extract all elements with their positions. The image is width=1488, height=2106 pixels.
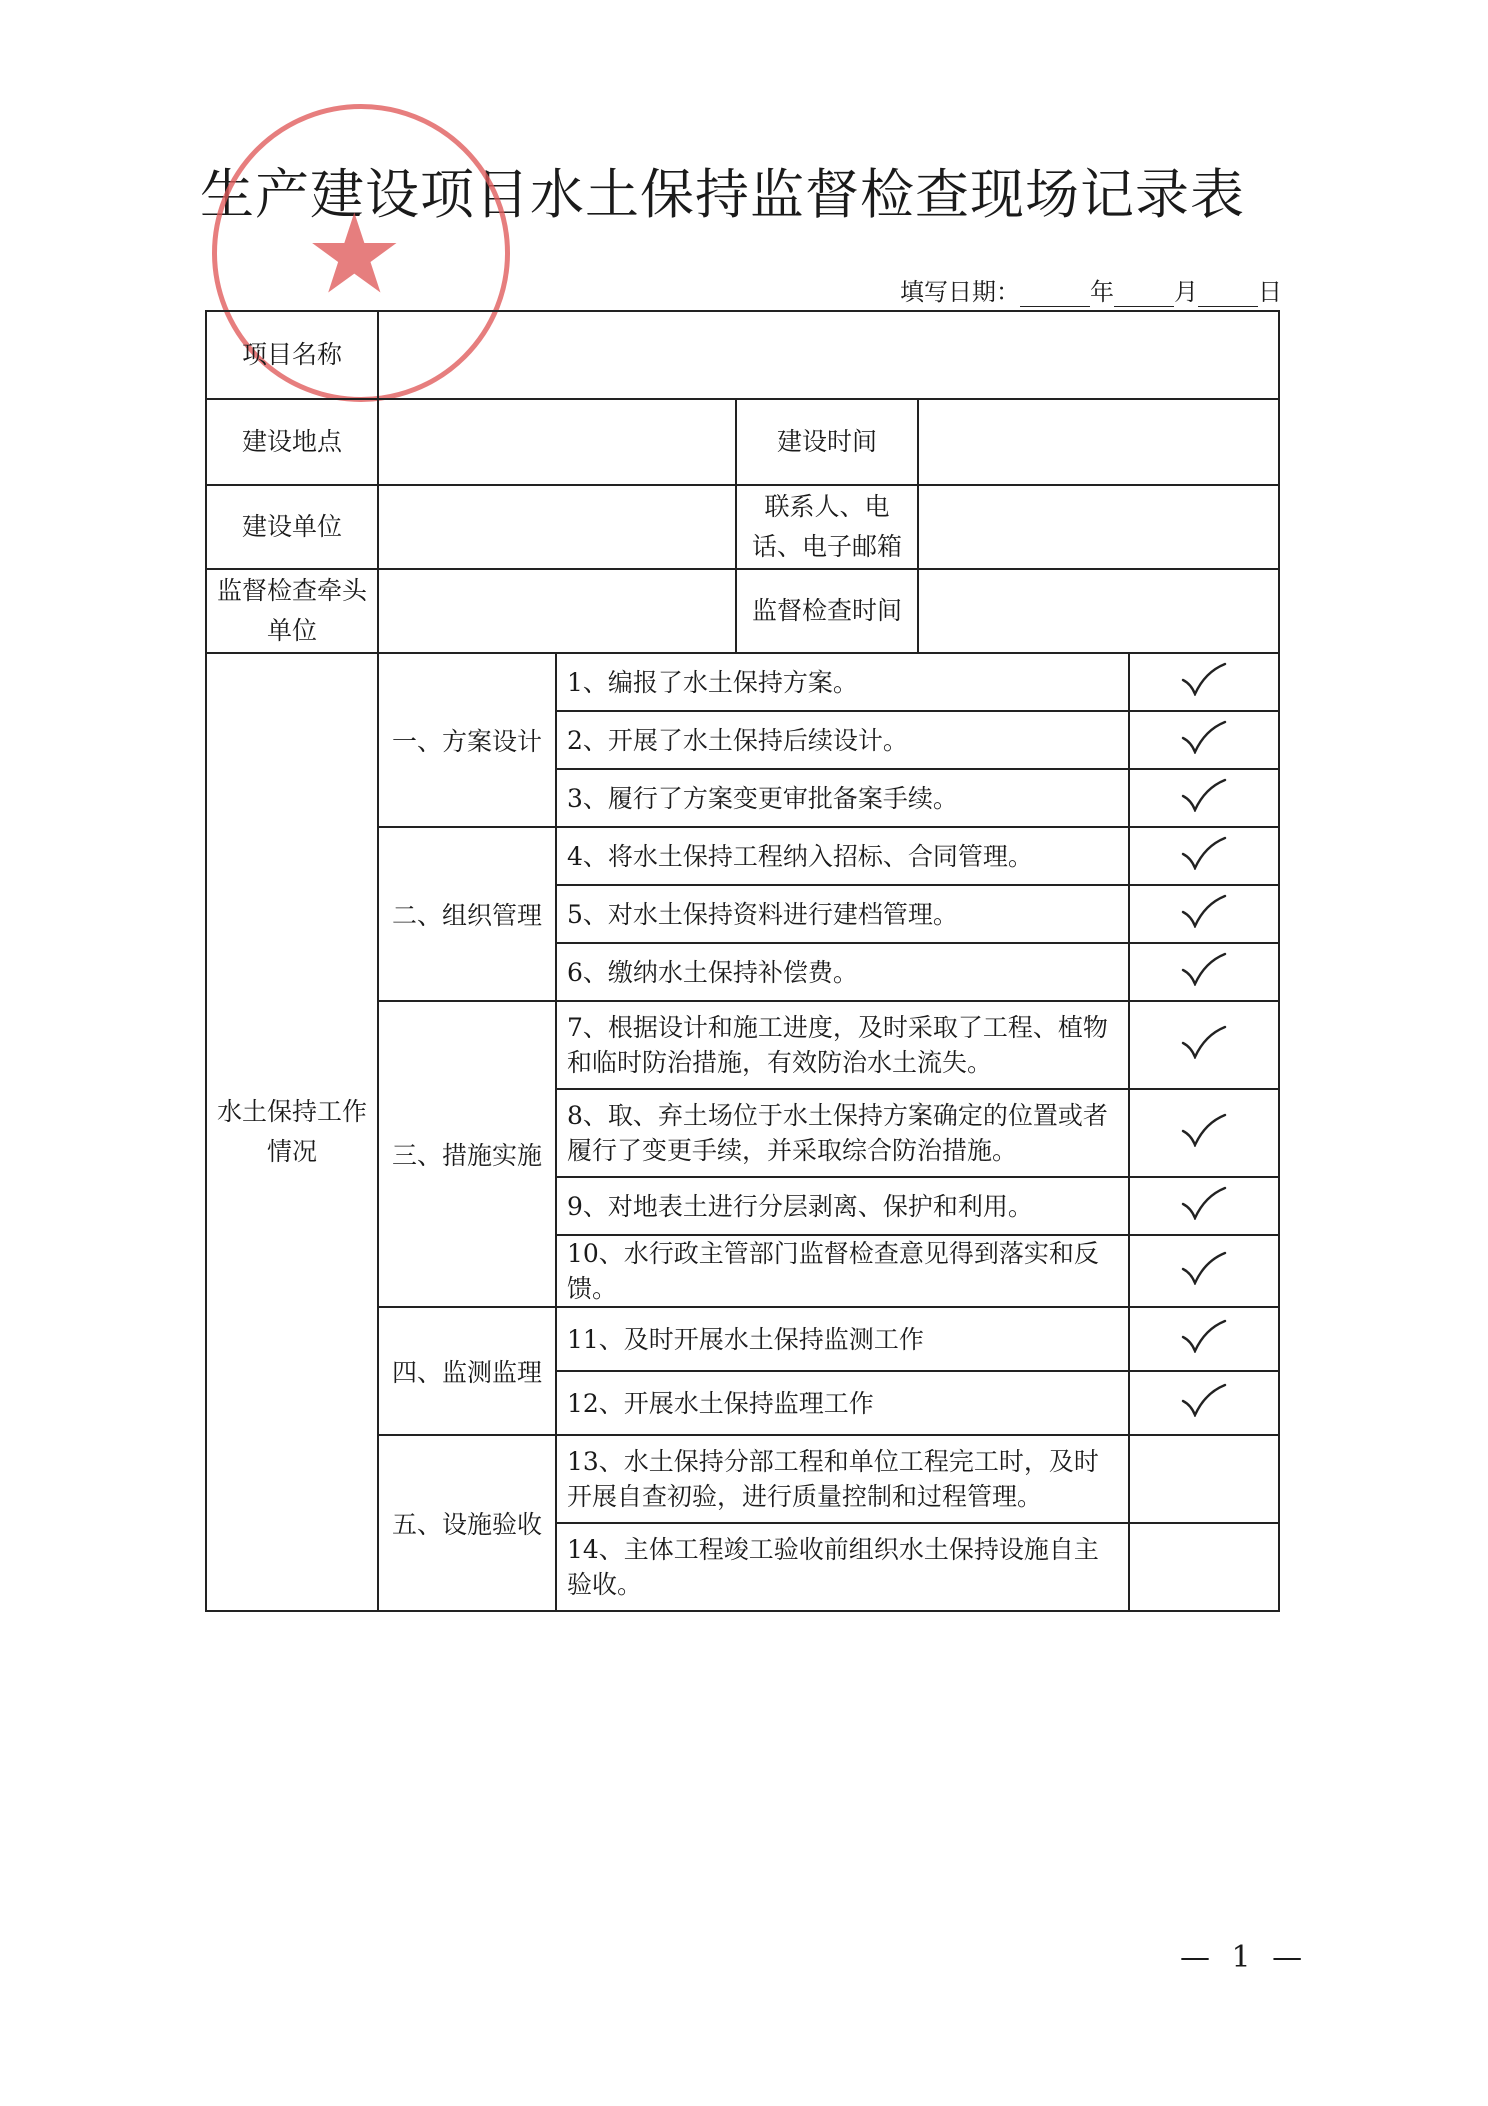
check-cell[interactable] — [1129, 1235, 1279, 1307]
checkmark-icon — [1181, 789, 1227, 818]
category-label: 三、措施实施 — [378, 1001, 556, 1307]
fill-date-day[interactable] — [1198, 280, 1258, 307]
project-name-row — [206, 311, 1279, 399]
contact-value[interactable] — [918, 485, 1279, 569]
category-label: 一、方案设计 — [378, 653, 556, 827]
checkmark-icon — [1181, 963, 1227, 992]
check-cell[interactable] — [1129, 1371, 1279, 1435]
unit-value[interactable] — [378, 485, 736, 569]
unit-label: 建设单位 — [206, 485, 378, 569]
checkmark-icon — [1181, 847, 1227, 876]
fill-date-month[interactable] — [1114, 280, 1174, 307]
check-item-text: 2、开展了水土保持后续设计。 — [556, 711, 1129, 769]
check-item-text: 5、对水土保持资料进行建档管理。 — [556, 885, 1129, 943]
check-item-text: 4、将水土保持工程纳入招标、合同管理。 — [556, 827, 1129, 885]
checkmark-icon — [1181, 731, 1227, 760]
check-cell[interactable] — [1129, 885, 1279, 943]
check-item-text: 9、对地表土进行分层剥离、保护和利用。 — [556, 1177, 1129, 1235]
location-row — [206, 399, 1279, 485]
star-icon: ★ — [305, 190, 404, 318]
lead-unit-row — [206, 569, 1279, 653]
fill-date — [900, 272, 1282, 307]
checkmark-icon — [1181, 1124, 1227, 1153]
check-item-text: 13、水土保持分部工程和单位工程完工时，及时开展自查初验，进行质量控制和过程管理。 — [556, 1435, 1129, 1523]
check-cell[interactable] — [1129, 1177, 1279, 1235]
check-item-text: 11、及时开展水土保持监测工作 — [556, 1307, 1129, 1371]
check-cell[interactable] — [1129, 827, 1279, 885]
check-cell[interactable] — [1129, 1523, 1279, 1611]
check-cell[interactable] — [1129, 769, 1279, 827]
lead-unit-label: 监督检查牵头单位 — [206, 569, 378, 653]
project-name-label: 项目名称 — [206, 311, 378, 399]
check-item-text: 8、取、弃土场位于水土保持方案确定的位置或者履行了变更手续，并采取综合防治措施。 — [556, 1089, 1129, 1177]
check-item-text: 12、开展水土保持监理工作 — [556, 1371, 1129, 1435]
work-item-row — [206, 653, 1279, 711]
check-cell[interactable] — [1129, 653, 1279, 711]
category-label: 二、组织管理 — [378, 827, 556, 1001]
check-cell[interactable] — [1129, 1435, 1279, 1523]
build-time-label: 建设时间 — [736, 399, 918, 485]
check-cell[interactable] — [1129, 711, 1279, 769]
checkmark-icon — [1181, 1036, 1227, 1065]
fill-date-year[interactable] — [1020, 280, 1090, 307]
check-cell[interactable] — [1129, 1307, 1279, 1371]
work-section-body — [206, 653, 1279, 1611]
checkmark-icon — [1181, 1197, 1227, 1226]
fill-date-label: 填写日期： — [900, 278, 1020, 306]
check-item-text: 10、水行政主管部门监督检查意见得到落实和反馈。 — [556, 1235, 1129, 1307]
check-item-text: 1、编报了水土保持方案。 — [556, 653, 1129, 711]
check-time-value[interactable] — [918, 569, 1279, 653]
unit-row — [206, 485, 1279, 569]
checkmark-icon — [1181, 673, 1227, 702]
check-cell[interactable] — [1129, 943, 1279, 1001]
checkmark-icon — [1181, 1394, 1227, 1423]
contact-label: 联系人、电话、电子邮箱 — [736, 485, 918, 569]
check-time-label: 监督检查时间 — [736, 569, 918, 653]
check-cell[interactable] — [1129, 1089, 1279, 1177]
day-suffix: 日 — [1258, 278, 1282, 306]
page-number: — 1 — — [1180, 1940, 1309, 1975]
checkmark-icon — [1181, 1262, 1227, 1291]
work-section-label: 水土保持工作情况 — [206, 653, 378, 1611]
checkmark-icon — [1181, 905, 1227, 934]
location-label: 建设地点 — [206, 399, 378, 485]
project-name-value[interactable] — [378, 311, 1279, 399]
check-item-text: 14、主体工程竣工验收前组织水土保持设施自主验收。 — [556, 1523, 1129, 1611]
check-item-text: 6、缴纳水土保持补偿费。 — [556, 943, 1129, 1001]
category-label: 五、设施验收 — [378, 1435, 556, 1611]
checkmark-icon — [1181, 1330, 1227, 1359]
category-label: 四、监测监理 — [378, 1307, 556, 1435]
check-item-text: 3、履行了方案变更审批备案手续。 — [556, 769, 1129, 827]
month-suffix: 月 — [1174, 278, 1198, 306]
check-cell[interactable] — [1129, 1001, 1279, 1089]
year-suffix: 年 — [1090, 278, 1114, 306]
location-value[interactable] — [378, 399, 736, 485]
record-form-table — [205, 310, 1280, 1612]
lead-unit-value[interactable] — [378, 569, 736, 653]
build-time-value[interactable] — [918, 399, 1279, 485]
check-item-text: 7、根据设计和施工进度，及时采取了工程、植物和临时防治措施，有效防治水土流失。 — [556, 1001, 1129, 1089]
document-title: 生产建设项目水土保持监督检查现场记录表 — [200, 163, 1245, 226]
